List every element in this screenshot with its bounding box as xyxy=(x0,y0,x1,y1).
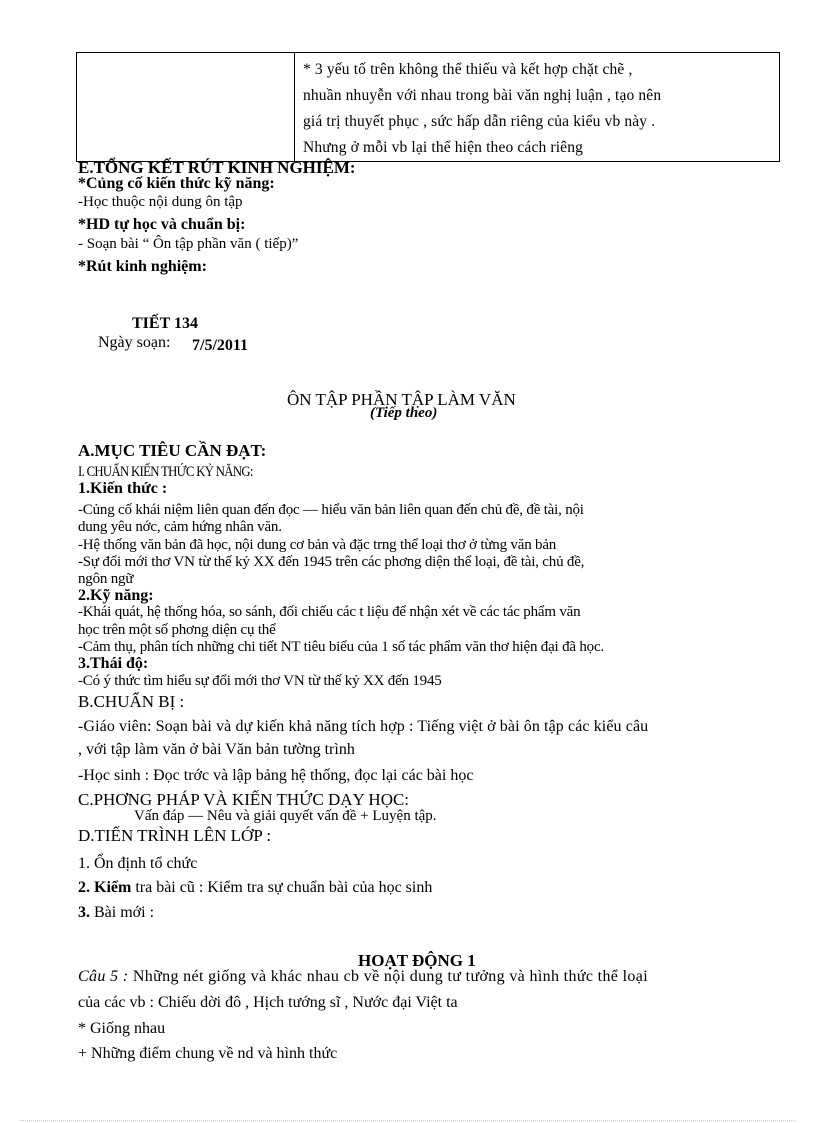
question-label: Câu 5 : xyxy=(78,968,129,985)
page-bottom-divider xyxy=(20,1120,796,1121)
table-line: Nhưng ở mỗi vb lại thể hiện theo cách riêng xyxy=(303,139,584,156)
teacher-line: -Giáo viên: Soạn bài và dự kiến khả năng tích hợp : Tiếng việt ở bài ôn tập các kiểu câu xyxy=(78,718,649,735)
step-number: 3. xyxy=(78,904,90,921)
knowledge-heading: 1.Kiến thức : xyxy=(78,480,168,497)
question-text: Những nét giống và khác nhau cb về nội dung tư tưởng và hình thức thể loại xyxy=(132,968,648,985)
experience-heading: *Rút kinh nghiệm: xyxy=(78,258,207,275)
knowledge-line: ngôn ngữ xyxy=(78,571,134,587)
section-c-heading: C.PHƠNG PHÁP VÀ KIẾN THỨC DẠY HỌC: xyxy=(78,790,410,809)
step-number: 1. xyxy=(78,855,90,872)
hd-heading: *HD tự học và chuẩn bị: xyxy=(78,216,246,233)
carryover-table xyxy=(76,52,780,162)
teacher-line: , với tập làm văn ở bài Văn bản tường trình xyxy=(78,741,355,758)
section-a-subheading: I. CHUẨN KIẾN THỨC KỶ NĂNG: xyxy=(78,464,253,480)
step-text: Ổn định tổ chức xyxy=(94,855,198,872)
hd-text: - Soạn bài “ Ôn tập phần văn ( tiếp)” xyxy=(78,236,299,252)
date-label: Ngày soạn: xyxy=(98,334,171,351)
similar-heading: * Giống nhau xyxy=(78,1020,166,1037)
section-b-heading: B.CHUẨN BỊ : xyxy=(78,692,185,711)
question-line xyxy=(78,968,648,986)
table-line: * 3 yếu tố trên không thể thiếu và kết hợp chặt chẽ , xyxy=(303,61,633,78)
table-right-cell xyxy=(295,53,780,162)
skills-line: học trên một số phơng diện cụ thể xyxy=(78,622,276,638)
question-line: của các vb : Chiếu dời đô , Hịch tướng sĩ , Nước đại Việt ta xyxy=(78,994,458,1011)
consolidate-text: -Học thuộc nội dung ôn tập xyxy=(78,194,243,210)
step-3 xyxy=(78,904,154,922)
lesson-title: ÔN TẬP PHẦN TẬP LÀM VĂN xyxy=(287,390,516,409)
summary-heading: E.TỔNG KẾT RÚT KINH NGHIỆM: xyxy=(78,158,356,177)
step-number: 2. xyxy=(78,879,90,896)
consolidate-heading: *Củng cố kiến thức kỹ năng: xyxy=(78,175,275,192)
attitude-text: -Có ý thức tìm hiểu sự đổi mới thơ VN từ thế kỷ XX đến 1945 xyxy=(78,673,442,689)
section-d-heading: D.TIẾN TRÌNH LÊN LỚP : xyxy=(78,826,272,845)
step-1 xyxy=(78,855,197,873)
step-text: Bài mới : xyxy=(94,904,155,921)
table-line: nhuần nhuyễn với nhau trong bài văn nghị luận , tạo nên xyxy=(303,87,662,104)
lesson-subtitle: (Tiếp theo) xyxy=(370,405,438,421)
section-a-heading: A.MỤC TIÊU CẦN ĐẠT: xyxy=(78,441,267,460)
skills-line: -Cảm thụ, phân tích những chi tiết NT tiêu biểu của 1 số tác phẩm văn thơ hiện đại đã học. xyxy=(78,639,604,655)
skills-line: -Khái quát, hệ thống hóa, so sánh, đối chiếu các t liệu để nhận xét về các tác phẩm văn xyxy=(78,604,581,620)
section-c-text: Vấn đáp — Nêu và giải quyết vấn đề + Luyện tập. xyxy=(134,808,437,824)
activity-heading: HOẠT ĐỘNG 1 xyxy=(358,951,476,970)
student-line: -Học sinh : Đọc trớc và lập bảng hệ thống, đọc lại các bài học xyxy=(78,767,474,784)
skills-heading: 2.Kỹ năng: xyxy=(78,587,154,604)
step-bold-word: Kiểm xyxy=(94,879,132,896)
knowledge-line: -Củng cố khái niệm liên quan đến đọc — hiểu văn bản liên quan đến chủ đề, đề tài, nội xyxy=(78,502,584,518)
lesson-number: TIẾT 134 xyxy=(132,315,198,332)
knowledge-line: -Hệ thống văn bản đã học, nội dung cơ bản và đặc trng thể loại thơ ở từng văn bản xyxy=(78,537,557,553)
date-value: 7/5/2011 xyxy=(192,337,249,354)
knowledge-line: -Sự đổi mới thơ VN từ thế kỷ XX đến 1945 trên các phơng diện thể loại, đề tài, chủ đề, xyxy=(78,554,585,570)
step-text: tra bài cũ : Kiểm tra sự chuẩn bài của học sinh xyxy=(135,879,433,896)
similar-text: + Những điểm chung về nd và hình thức xyxy=(78,1045,338,1062)
step-2 xyxy=(78,879,432,897)
attitude-heading: 3.Thái độ: xyxy=(78,655,149,672)
knowledge-line: dung yêu nớc, cảm hứng nhân văn. xyxy=(78,519,282,535)
table-left-cell xyxy=(77,53,295,162)
table-line: giá trị thuyết phục , sức hấp dẫn riêng của kiểu vb này . xyxy=(303,113,656,130)
